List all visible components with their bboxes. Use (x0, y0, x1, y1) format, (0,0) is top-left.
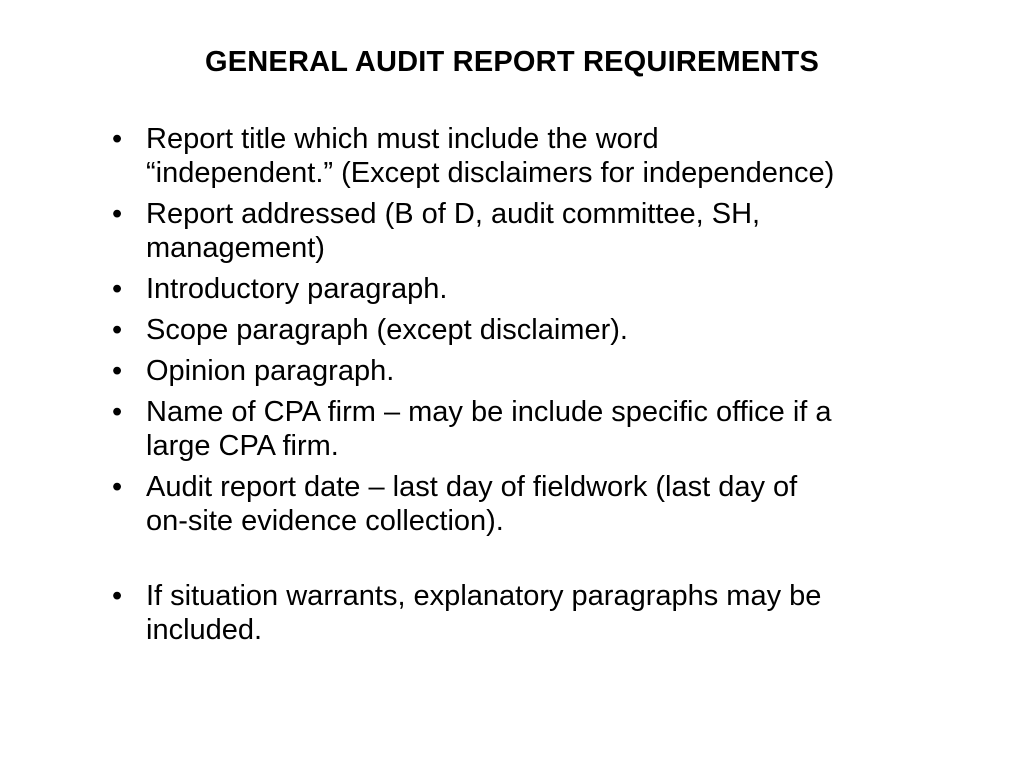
bullet-icon: • (112, 123, 123, 155)
bullet-icon: • (112, 314, 123, 346)
bullet-text: Introductory paragraph. (146, 273, 448, 305)
bullet-item-report-title (112, 122, 992, 190)
slide-title: GENERAL AUDIT REPORT REQUIREMENTS (204, 46, 820, 78)
bullet-text: Opinion paragraph. (146, 355, 395, 387)
bullet-list (112, 122, 992, 654)
bullet-text: Report addressed (B of D, audit committee, SH, management) (146, 198, 761, 264)
bullet-item-explanatory-paragraphs (112, 579, 992, 647)
bullet-item-cpa-firm-name (112, 395, 992, 463)
bullet-text: If situation warrants, explanatory paragraphs may be included. (146, 580, 822, 646)
bullet-icon: • (112, 355, 123, 387)
bullet-icon: • (112, 580, 123, 612)
bullet-item-opinion-paragraph (112, 354, 992, 388)
bullet-text: Scope paragraph (except disclaimer). (146, 314, 628, 346)
bullet-item-report-addressed (112, 197, 992, 265)
bullet-text: Name of CPA firm – may be include specific office if a large CPA firm. (146, 396, 832, 462)
bullet-icon: • (112, 198, 123, 230)
bullet-text: Report title which must include the word “independent.” (Except disclaimers for independence) (146, 123, 835, 189)
bullet-icon: • (112, 273, 123, 305)
bullet-item-scope-paragraph (112, 313, 992, 347)
bullet-icon: • (112, 471, 123, 503)
bullet-icon: • (112, 396, 123, 428)
bullet-text: Audit report date – last day of fieldwork (last day of on-site evidence collection). (146, 471, 798, 537)
bullet-item-introductory-paragraph (112, 272, 992, 306)
bullet-item-audit-report-date (112, 470, 992, 538)
